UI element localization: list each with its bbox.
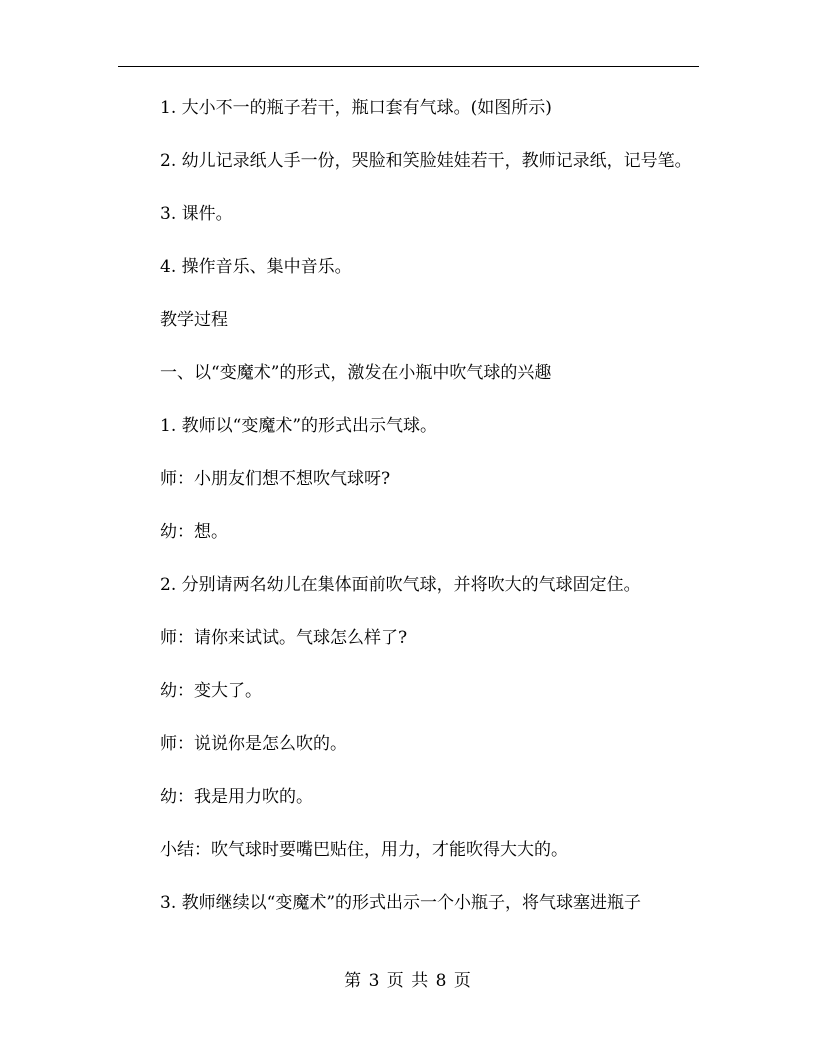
paragraph: 2. 分别请两名幼儿在集体面前吹气球，并将吹大的气球固定住。 [160, 575, 641, 595]
paragraph: 4. 操作音乐、集中音乐。 [160, 257, 352, 277]
paragraph: 小结：吹气球时要嘴巴贴住，用力，才能吹得大大的。 [160, 840, 568, 860]
paragraph: 3. 课件。 [160, 204, 233, 224]
document-body [118, 90, 702, 921]
paragraph: 2. 幼儿记录纸人手一份，哭脸和笑脸娃娃若干，教师记录纸，记号笔。 [160, 151, 692, 171]
paragraph: 幼：变大了。 [160, 681, 262, 701]
page-number-footer: 第 3 页 共 8 页 [344, 971, 472, 991]
paragraph: 1. 大小不一的瓶子若干，瓶口套有气球。(如图所示) [160, 98, 552, 118]
paragraph: 幼：我是用力吹的。 [160, 787, 313, 807]
paragraph: 1. 教师以“变魔术”的形式出示气球。 [160, 416, 438, 436]
paragraph: 师：小朋友们想不想吹气球呀? [160, 469, 391, 489]
paragraph: 师：说说你是怎么吹的。 [160, 734, 347, 754]
paragraph: 3. 教师继续以“变魔术”的形式出示一个小瓶子，将气球塞进瓶子 [160, 893, 642, 913]
section-heading: 一、以“变魔术”的形式，激发在小瓶中吹气球的兴趣 [160, 363, 552, 383]
section-heading: 教学过程 [160, 310, 228, 330]
paragraph: 幼：想。 [160, 522, 228, 542]
header-rule [118, 66, 699, 67]
paragraph: 师：请你来试试。气球怎么样了? [160, 628, 408, 648]
